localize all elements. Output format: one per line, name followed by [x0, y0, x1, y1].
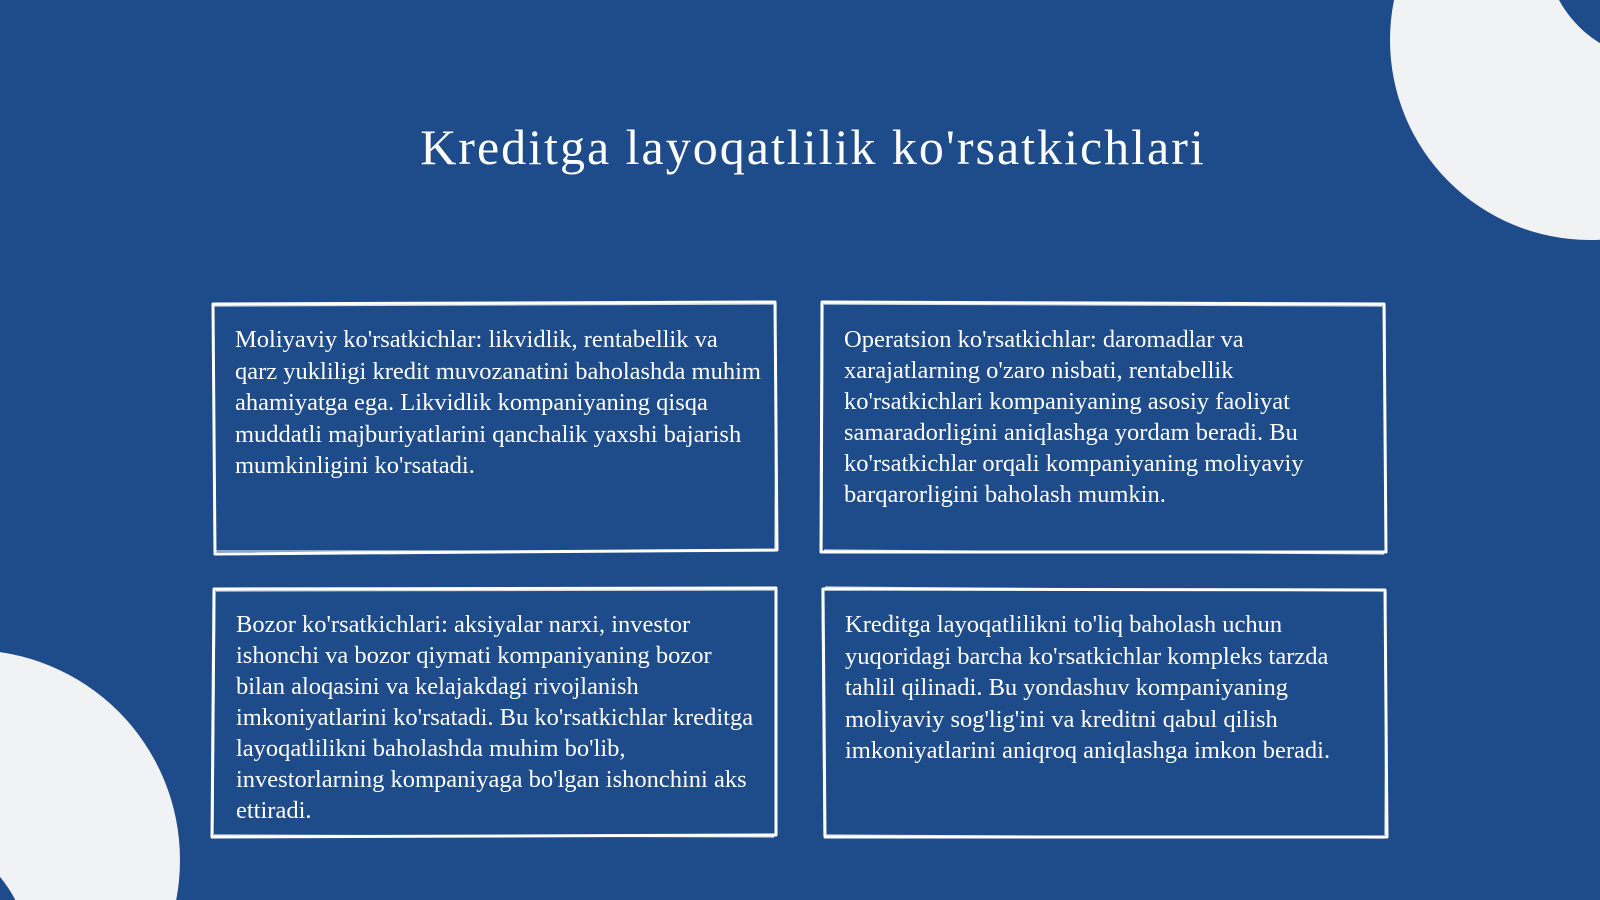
card-text: Bozor ko'rsatkichlari: aksiyalar narxi, investor ishonchi va bozor qiymati kompaniyaning bozor bilan aloqasini va kelajakdagi rivojlanish imkoniyatlarini ko'rsatadi. Bu ko'rsatkichlar kreditga layoqatlilikni baholashda muhim bo'lib, investorlarning kompaniyaga bo'lgan ishonchini aks ettiradi.	[236, 611, 754, 824]
card-text: Kreditga layoqatlilikni to'liq baholash uchun yuqoridagi barcha ko'rsatkichlar kompleks tarzda tahlil qilinadi. Bu yondashuv kompaniyaning moliyaviy sog'lig'ini va kreditni qabul qilish imkoniyatlarini aniqroq aniqlashga imkon beradi.	[845, 611, 1331, 765]
decorative-arc-bottom-left	[0, 650, 180, 900]
card-text: Moliyaviy ko'rsatkichlar: likvidlik, rentabellik va qarz yukliligi kredit muvozanatini baholashda muhim ahamiyatga ega. Likvidlik kompaniyaning qisqa muddatli majburiyatlarini qanchalik yaxshi bajarish mumkinligini ko'rsatadi.	[235, 326, 761, 480]
text-box-market-indicators	[216, 591, 782, 845]
text-box-comprehensive-assessment	[825, 591, 1391, 845]
card-text: Operatsion ko'rsatkichlar: daromadlar va xarajatlarning o'zaro nisbati, rentabellik ko'rsatkichlari kompaniyaning asosiy faoliyat samaradorligini aniqlashga yordam beradi. Bu ko'rsatkichlar orqali kompaniyaning moliyaviy barqarorligini baholash mumkin.	[844, 326, 1304, 508]
text-box-financial-indicators	[215, 306, 781, 560]
slide-title: Kreditga layoqatlilik ko'rsatkichlari	[420, 119, 1206, 175]
text-box-operational-indicators	[824, 306, 1390, 560]
